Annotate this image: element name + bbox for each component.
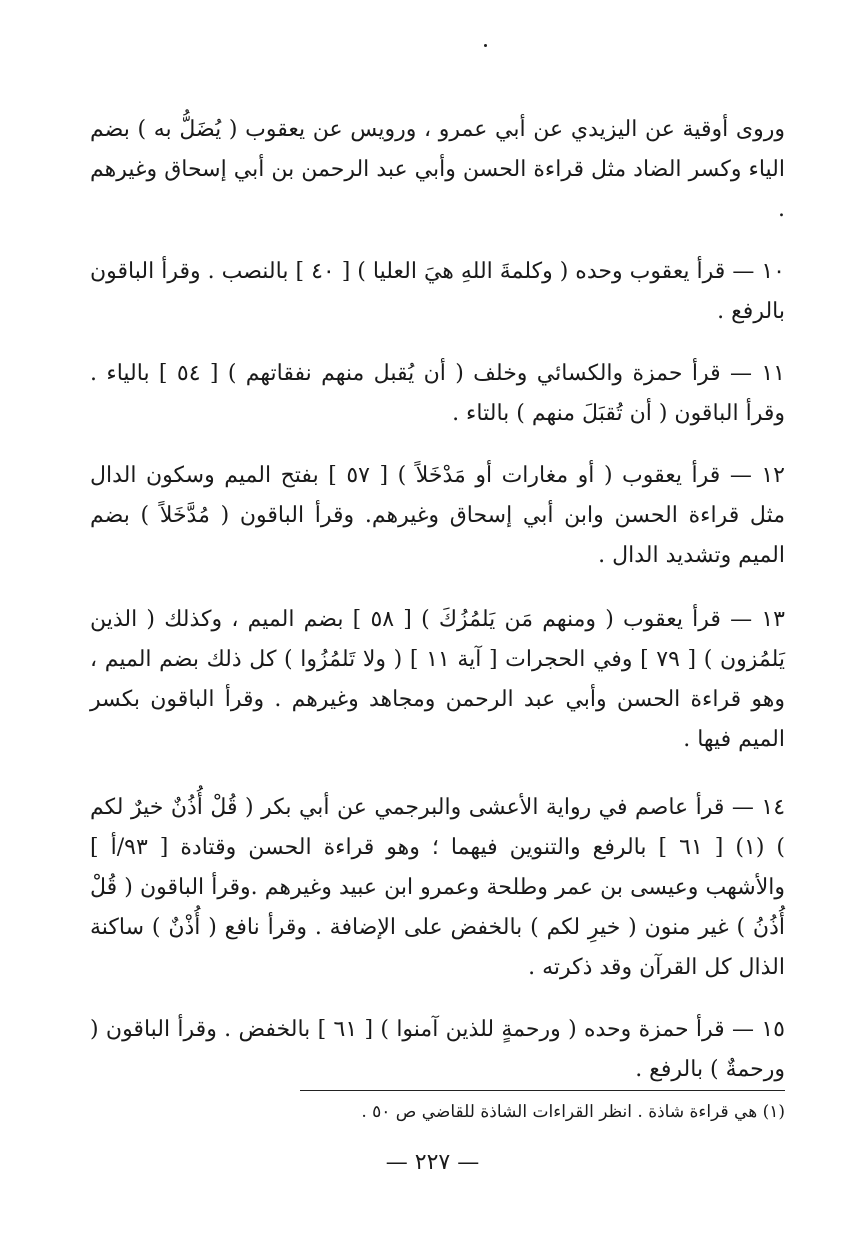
paragraph-item-12: ١٢ — قرأ يعقوب ( أو مغارات أو مَدْخَلاً ) [ ٥٧ ] بفتح الميم وسكون الدال مثل قراءة الحسن وابن أبي إسحاق وغيرهم. وقرأ الباقون ( مُدَّخَلاً ) بضم الميم وتشديد الدال . (90, 463, 785, 568)
paragraph-item-13: ١٣ — قرأ يعقوب ( ومنهم مَن يَلمُزُكَ ) [ ٥٨ ] بضم الميم ، وكذلك ( الذين يَلمُزون ) [ ٧٩ ] وفي الحجرات [ آية ١١ ] ( ولا تَلمُزُوا ) كل ذلك بضم الميم ، وهو قراءة الحسن وأبي عبد الرحمن ومجاهد وغيرهم . وقرأ الباقون بكسر الميم فيها . (90, 607, 785, 752)
paragraph-item-11: ١١ — قرأ حمزة والكسائي وخلف ( أن يُقبل منهم نفقاتهم ) [ ٥٤ ] بالياء . وقرأ الباقون ( أن تُقبَلَ منهم ) بالتاء . (90, 361, 785, 426)
page-body (90, 110, 785, 1090)
paragraph-item-14: ١٤ — قرأ عاصم في رواية الأعشى والبرجمي عن أبي بكر ( قُلْ أُذُنٌ خيرٌ لكم ) (١) [ ٦١ ] بالرفع والتنوين فيهما ؛ وهو قراءة الحسن وقتادة [ ٩٣/أ ] والأشهب وعيسى بن عمر وطلحة وعمرو ابن عبيد وغيرهم .وقرأ الباقون ( قُلْ أُذُنُ ) غير منون ( خيرِ لكم ) بالخفض على الإضافة . وقرأ نافع ( أُذْنٌ ) ساكنة الذال كل القرآن وقد ذكرته . (90, 795, 786, 980)
page-number: — ٢٢٧ — (385, 1150, 480, 1175)
footnote-divider (300, 1090, 785, 1091)
paragraph-item-15: ١٥ — قرأ حمزة وحده ( ورحمةٍ للذين آمنوا ) [ ٦١ ] بالخفض . وقرأ الباقون ( ورحمةٌ ) بالرفع . (90, 1017, 785, 1082)
paragraph-item-10: ١٠ — قرأ يعقوب وحده ( وكلمةَ اللهِ هيَ العليا ) [ ٤٠ ] بالنصب . وقرأ الباقون بالرفع . (90, 259, 785, 324)
paragraph-intro: وروى أوقية عن اليزيدي عن أبي عمرو ، ورويس عن يعقوب ( يُضَلُّ به ) بضم الياء وكسر الضاد مثل قراءة الحسن وأبي عبد الرحمن بن أبي إسحاق وغيرهم . (90, 117, 785, 222)
page-speck (484, 44, 487, 47)
footnote: (١) هي قراءة شاذة . انظر القراءات الشاذة للقاضي ص ٥٠ . (361, 1102, 785, 1122)
